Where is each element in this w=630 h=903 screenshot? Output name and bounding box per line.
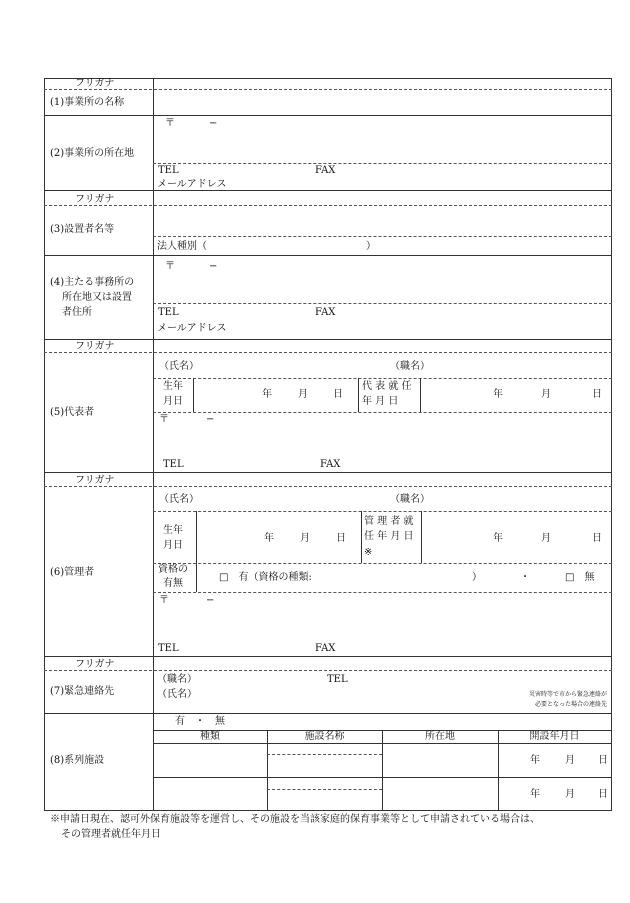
title-label: （職名） bbox=[157, 674, 197, 685]
title-label: （職名） bbox=[390, 494, 430, 505]
month-label: 月 bbox=[300, 533, 310, 544]
tel-label: TEL bbox=[158, 307, 179, 318]
day-label: 日 bbox=[336, 533, 346, 544]
qualification-no-checkbox[interactable]: □ 無 bbox=[565, 572, 595, 583]
postal-mark: 〒 bbox=[159, 595, 169, 606]
qualification-yes-checkbox[interactable]: □ 有（資格の種類: bbox=[219, 572, 312, 583]
postal-dash: − bbox=[209, 261, 218, 272]
year-label: 年 bbox=[493, 389, 503, 400]
month-label: 月 bbox=[541, 533, 551, 544]
postal-mark: 〒 bbox=[165, 261, 175, 272]
fax-label: FAX bbox=[315, 165, 336, 176]
column-type: 種類 bbox=[200, 731, 220, 742]
month-label: 月 bbox=[565, 755, 575, 766]
birth-label-1: 生年 bbox=[163, 381, 183, 392]
column-location: 所在地 bbox=[425, 731, 455, 742]
name-label: （氏名） bbox=[159, 361, 199, 372]
corp-type-label: 法人種別（ bbox=[157, 241, 207, 252]
qualification-label-2: 有無 bbox=[163, 578, 183, 589]
name-label: （氏名） bbox=[157, 689, 197, 700]
day-label: 日 bbox=[598, 755, 608, 766]
furigana-label-1: フリガナ bbox=[75, 78, 115, 89]
appointment-label-1: 代 表 就 任 bbox=[362, 381, 412, 392]
birth-label-2: 月日 bbox=[163, 396, 183, 407]
appointment-note-mark: ※ bbox=[364, 547, 373, 558]
main-office-label-1: (4)主たる事務所の bbox=[50, 277, 135, 288]
main-office-label-2: 所在地又は設置 bbox=[62, 292, 132, 303]
appointment-label-2: 年 月 日 bbox=[362, 396, 399, 407]
furigana-label-5: フリガナ bbox=[75, 659, 115, 670]
business-address-label: (2)事業所の所在地 bbox=[50, 148, 135, 159]
manager-label: (6)管理者 bbox=[50, 567, 95, 578]
postal-dash: − bbox=[206, 595, 215, 606]
footnote-line-1: ※申請日現在、認可外保育施設等を運営し、その施設を当該家庭的保育事業等として申請されている場合は、 bbox=[50, 814, 540, 825]
year-label: 年 bbox=[530, 755, 540, 766]
year-label: 年 bbox=[530, 789, 540, 800]
tel-label: TEL bbox=[158, 165, 179, 176]
qualification-label-1: 資格の bbox=[158, 564, 188, 575]
fax-label: FAX bbox=[320, 459, 341, 470]
month-label: 月 bbox=[565, 789, 575, 800]
main-office-label-3: 者住所 bbox=[62, 307, 92, 318]
year-label: 年 bbox=[264, 533, 274, 544]
emergency-note-1: 災害時等で市から緊急連絡が bbox=[528, 691, 607, 698]
column-opening-date: 開設年月日 bbox=[529, 731, 580, 742]
title-label: （職名） bbox=[390, 361, 430, 372]
month-label: 月 bbox=[541, 389, 551, 400]
email-label: メールアドレス bbox=[157, 179, 227, 190]
has-affiliates-choice[interactable]: 有 ・ 無 bbox=[175, 716, 225, 727]
email-label: メールアドレス bbox=[157, 323, 227, 334]
founder-label: (3)設置者名等 bbox=[50, 224, 115, 235]
postal-mark: 〒 bbox=[159, 414, 169, 425]
emergency-note-2: 必要となった場合の連絡先 bbox=[534, 701, 607, 708]
corp-type-close: ） bbox=[366, 241, 376, 252]
business-name-label: (1)事業所の名称 bbox=[50, 97, 125, 108]
birth-label-2: 月日 bbox=[163, 540, 183, 551]
column-facility-name: 施設名称 bbox=[304, 731, 345, 742]
postal-mark: 〒 bbox=[165, 118, 175, 129]
year-label: 年 bbox=[262, 389, 272, 400]
postal-dash: − bbox=[206, 414, 215, 425]
name-label: （氏名） bbox=[159, 494, 199, 505]
month-label: 月 bbox=[298, 389, 308, 400]
furigana-label-2: フリガナ bbox=[75, 194, 115, 205]
tel-label: TEL bbox=[163, 459, 184, 470]
fax-label: FAX bbox=[315, 307, 336, 318]
postal-dash: − bbox=[209, 118, 218, 129]
representative-label: (5)代表者 bbox=[50, 407, 95, 418]
furigana-label-3: フリガナ bbox=[75, 341, 115, 352]
day-label: 日 bbox=[592, 389, 602, 400]
tel-label: TEL bbox=[327, 674, 348, 685]
day-label: 日 bbox=[333, 389, 343, 400]
tel-label: TEL bbox=[158, 643, 179, 654]
appointment-label-1: 管 理 者 就 bbox=[364, 516, 414, 527]
affiliated-facility-label: (8)系列施設 bbox=[50, 755, 105, 766]
year-label: 年 bbox=[493, 533, 503, 544]
appointment-label-2: 任 年 月 日 bbox=[364, 531, 414, 542]
day-label: 日 bbox=[598, 789, 608, 800]
day-label: 日 bbox=[592, 533, 602, 544]
footnote-line-2: その管理者就任年月日 bbox=[61, 829, 161, 840]
furigana-label-4: フリガナ bbox=[75, 475, 115, 486]
fax-label: FAX bbox=[315, 643, 336, 654]
qualification-close: ） bbox=[472, 572, 482, 583]
emergency-contact-label: (7)緊急連絡先 bbox=[50, 686, 115, 697]
qualification-separator: ・ bbox=[520, 572, 530, 583]
birth-label-1: 生年 bbox=[163, 525, 183, 536]
